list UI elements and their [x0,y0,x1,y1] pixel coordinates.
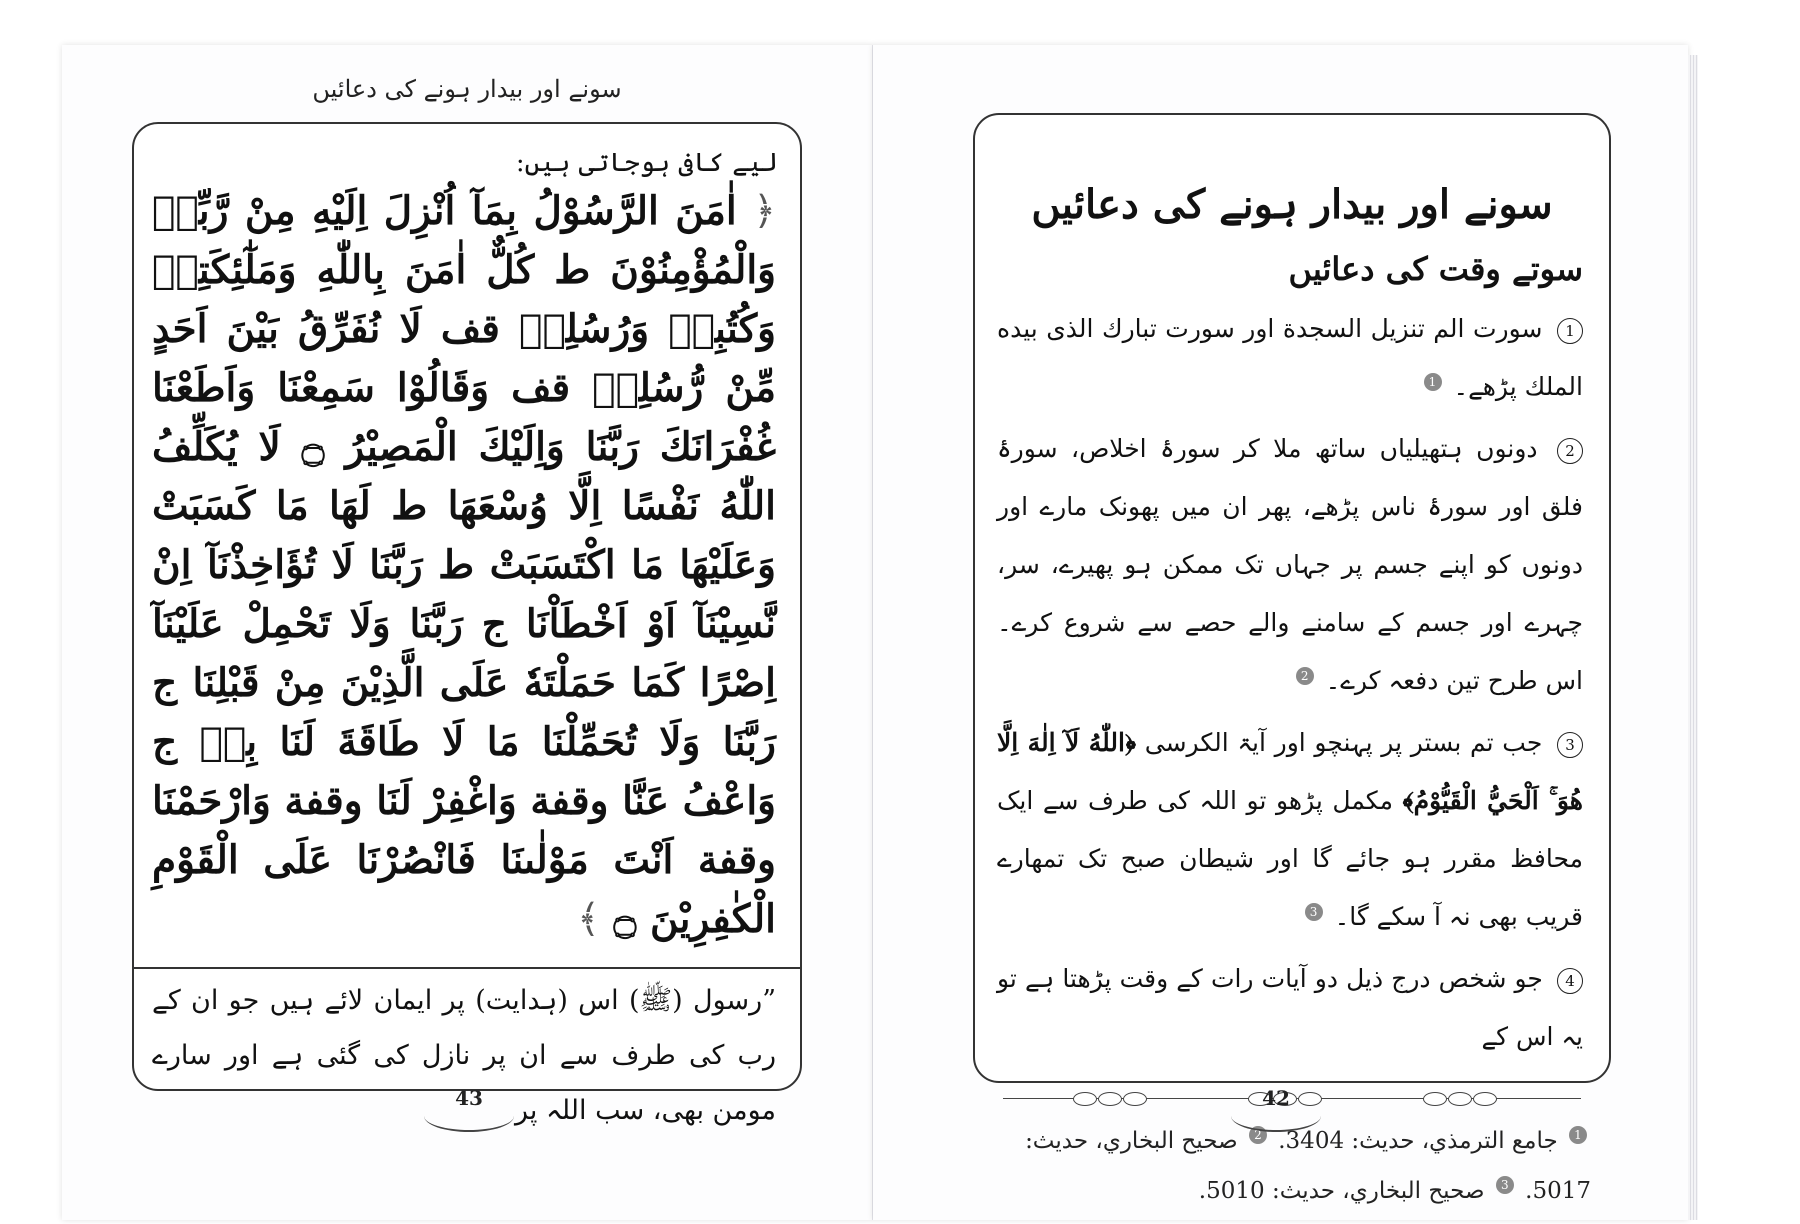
lead-text: لیے کافی ہوجاتی ہیں: [515,148,778,178]
footnote-number: 2 [1249,1126,1267,1144]
footnote-number: 1 [1569,1126,1587,1144]
item-text: سورت الم تنزيل السجدة اور سورت تبارك الذى بيده الملك پڑھے۔ [997,314,1583,401]
verse-open-bracket: ﴿ [753,189,777,234]
verse-close-bracket: ﴾ [577,897,600,942]
left-page [62,45,873,1220]
list-item [997,714,1583,946]
footnote-text: جامع الترمذي، حديث: 3404. [1278,1128,1558,1154]
verse-text: اٰمَنَ الرَّسُوْلُ بِمَآ اُنْزِلَ اِلَيْهِ مِنْ رَّبِّهٖ وَالْمُؤْمِنُوْنَ ط كُلٌّ اٰمَنَ بِاللّٰهِ وَمَلٰٓئِكَتِهٖ وَكُتُبِهٖ وَرُسُلِهٖ قف لَا نُفَرِّقُ بَيْنَ اَحَدٍ مِّنْ رُّسُلِهٖ قف وَقَالُوْا سَمِعْنَا وَاَطَعْنَا غُفْرَانَكَ رَبَّنَا وَاِلَيْكَ الْمَصِيْرُ ۝ لَا يُكَلِّفُ اللّٰهُ نَفْسًا اِلَّا وُسْعَهَا ط لَهَا مَا كَسَبَتْ وَعَلَيْهَا مَا اكْتَسَبَتْ ط رَبَّنَا لَا تُؤَاخِذْنَآ اِنْ نَّسِيْنَآ اَوْ اَخْطَاْنَا ج رَبَّنَا وَلَا تَحْمِلْ عَلَيْنَآ اِصْرًا كَمَا حَمَلْتَهٗ عَلَى الَّذِيْنَ مِنْ قَبْلِنَا ج رَبَّنَا وَلَا تُحَمِّلْنَا مَا لَا طَاقَةَ لَنَا بِهٖ ج وَاعْفُ عَنَّا وقفة وَاغْفِرْ لَنَا وقفة وَارْحَمْنَا وقفة اَنْتَ مَوْلٰىنَا فَانْصُرْنَا عَلَى الْقَوْمِ الْكٰفِرِيْنَ ۝ [152,188,776,942]
item-number: 3 [1557,732,1583,758]
section-title: سوتے وقت کی دعائیں [1288,250,1583,288]
list-item [997,950,1583,1066]
item-number: 2 [1557,438,1583,464]
footnote-marker: 3 [1305,903,1323,921]
list-item [997,300,1583,416]
item-text: جب تم بستر پر پہنچو اور آیۃ الکرسی [1144,728,1543,757]
item-text-continued: مکمل پڑھو تو اللہ کی طرف سے ایک محافظ مقرر ہو جائے گا اور شیطان صبح تک تمھارے قریب بھی نہ آ سکے گا۔ [997,786,1583,931]
urdu-translation: ”رسول (ﷺ) اس (ہدایت) پر ایمان لائے ہیں جو ان کے رب کی طرف سے ان پر نازل کی گئی ہے اور سارے مومن بھی، سب اللہ پر [152,985,776,1126]
list-item [997,420,1583,710]
quran-verse [134,178,800,949]
item-number: 1 [1557,318,1583,344]
right-page [873,45,1688,1220]
page-number: 42 [1231,1086,1321,1132]
item-text: دونوں ہتھیلیاں ساتھ ملا کر سورۂ اخلاص، سورۂ فلق اور سورۂ ناس پڑھے، پھر ان میں پھونک مارے اور دونوں کو اپنے جسم پر جہاں تک ممکن ہو پھیرے، سر، چہرے اور جسم کے سامنے والے حصے سے شروع کرے۔ اس طرح تین دفعہ کرے۔ [997,434,1583,695]
footnote-text: صحيح البخاري، حديث: 5010. [1198,1178,1485,1204]
page-number: 43 [424,1086,514,1132]
footnote-marker: 2 [1296,667,1314,685]
dua-list [975,288,1609,1066]
running-header: سونے اور بیدار ہونے کی دعائیں [312,75,622,103]
ayat-al-kursi-text: ﴿اللّٰهُ لَآ اِلٰهَ اِلَّا هُوَ ۚ اَلْحَيُّ الْقَيُّوْمُ﴾ [997,728,1583,815]
footnote-marker: 1 [1424,373,1442,391]
chapter-title: سونے اور بیدار ہونے کی دعائیں [1031,181,1553,228]
item-number: 4 [1557,968,1583,994]
page-edges [1688,55,1698,1220]
item-text: جو شخص درج ذیل دو آیات رات کے وقت پڑھتا ہے تو یہ اس کے [997,964,1583,1051]
footnote-text: صحيح البخاري، حديث: 5017. [1025,1128,1591,1204]
text-frame [973,113,1611,1204]
footnote-number: 3 [1496,1176,1514,1194]
